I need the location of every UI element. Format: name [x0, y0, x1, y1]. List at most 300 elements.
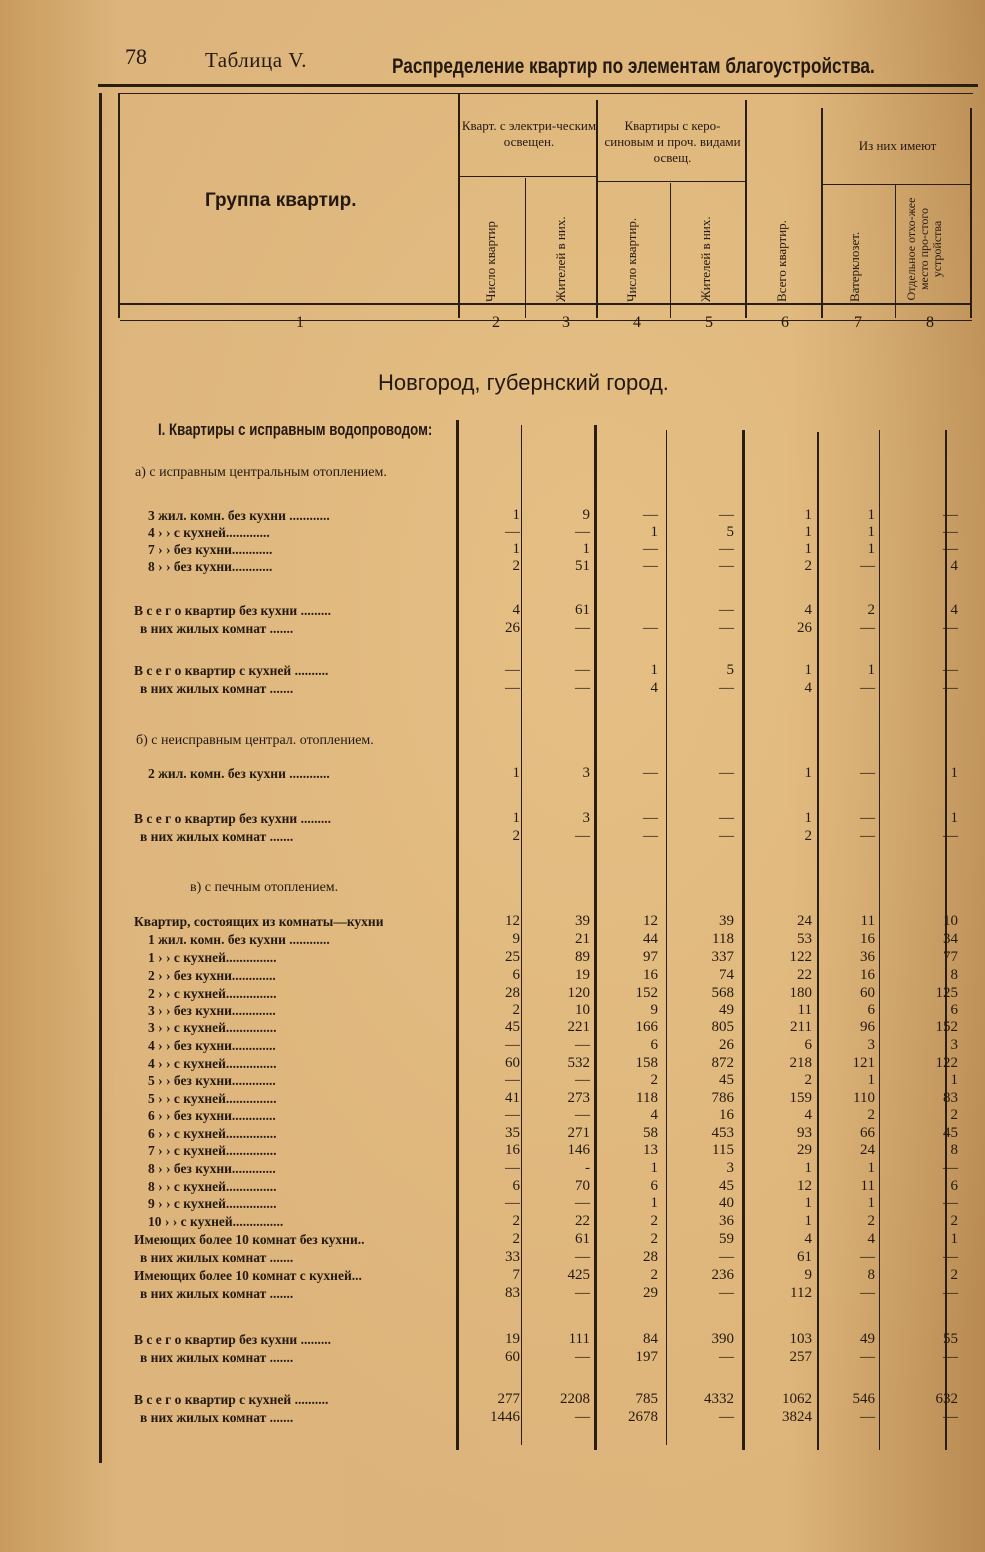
table-cell: —	[575, 1285, 590, 1301]
table-cell: 1	[867, 1072, 875, 1088]
column-number: 7	[854, 314, 862, 331]
table-cell: 2	[867, 1213, 875, 1229]
table-cell: —	[575, 680, 590, 696]
table-cell: 273	[567, 1090, 590, 1106]
table-cell: 26	[719, 1037, 734, 1053]
table-cell: 1	[867, 662, 875, 678]
row-label: 9 › › с кухней...............	[148, 1196, 277, 1211]
table-cell: 277	[497, 1391, 520, 1407]
table-cell: —	[719, 680, 734, 696]
table-cell: 1	[867, 524, 875, 540]
table-cell: 45	[505, 1019, 520, 1035]
table-cell: 1	[804, 1160, 812, 1176]
table-cell: 3	[582, 765, 590, 781]
table-cell: 6	[650, 1037, 658, 1053]
table-cell: 16	[860, 967, 875, 983]
row-label: 1 жил. комн. без кухни ............	[148, 932, 330, 947]
header-subrule	[822, 184, 971, 185]
header-subrule	[598, 181, 746, 182]
table-cell: 45	[719, 1072, 734, 1088]
header-divider	[821, 108, 823, 318]
column-header-separate	[905, 186, 944, 312]
table-cell: —	[505, 680, 520, 696]
table-cell: 2	[950, 1107, 958, 1123]
header-subrule	[460, 176, 597, 177]
table-cell: 16	[719, 1107, 734, 1123]
table-cell: 39	[575, 913, 590, 929]
table-cell: —	[719, 810, 734, 826]
table-cell: 166	[635, 1019, 658, 1035]
table-cell: 9	[582, 507, 590, 523]
column-header-separate-text: Отдельное отхо-жее место про-стого устройства	[904, 197, 944, 301]
table-cell: —	[943, 524, 958, 540]
table-cell: —	[943, 620, 958, 636]
table-cell: 5	[726, 524, 734, 540]
table-left-border	[118, 93, 120, 318]
row-label: Имеющих более 10 комнат с кухней...	[134, 1268, 362, 1283]
row-label: В с е г о квартир без кухни .........	[134, 603, 331, 618]
row-label: 8 › › с кухней...............	[148, 1179, 277, 1194]
table-cell: 1062	[782, 1391, 812, 1407]
table-cell: 1	[512, 541, 520, 557]
table-cell: —	[943, 1285, 958, 1301]
column-number: 1	[296, 314, 304, 331]
table-cell: —	[719, 1249, 734, 1265]
table-cell: 1	[867, 1160, 875, 1176]
row-label: 5 › › без кухни.............	[148, 1073, 276, 1088]
table-cell: 152	[635, 985, 658, 1001]
table-cell: 4332	[704, 1391, 734, 1407]
row-label: 7 › › с кухней...............	[148, 1143, 277, 1158]
row-label: 2 › › с кухней...............	[148, 986, 277, 1001]
table-cell: —	[860, 1249, 875, 1265]
subsection-heading: в) с печным отоплением.	[190, 880, 339, 895]
column-number: 8	[926, 314, 934, 331]
table-cell: 53	[797, 931, 812, 947]
table-cell: 60	[505, 1349, 520, 1365]
table-cell: 1	[650, 524, 658, 540]
header-divider	[670, 183, 671, 318]
row-label: Квартир, состоящих из комнаты—кухни	[134, 914, 384, 929]
table-cell: 180	[789, 985, 812, 1001]
table-cell: 122	[935, 1055, 958, 1071]
row-label: 2 жил. комн. без кухни ............	[148, 766, 330, 781]
table-cell: 546	[852, 1391, 875, 1407]
subsection-heading: б) с неисправным централ. отоплением.	[136, 733, 374, 748]
table-cell: 2	[650, 1213, 658, 1229]
table-cell: 785	[635, 1391, 658, 1407]
table-cell: 97	[643, 949, 658, 965]
header-divider	[525, 178, 526, 318]
body-divider	[666, 430, 667, 1445]
row-label: 8 › › без кухни............	[148, 559, 273, 574]
table-cell: 19	[505, 1331, 520, 1347]
table-cell: 112	[790, 1285, 812, 1301]
table-cell: 122	[789, 949, 812, 965]
row-label: 4 › › без кухни.............	[148, 1038, 276, 1053]
table-cell: 2	[512, 1213, 520, 1229]
table-cell: 6	[950, 1178, 958, 1194]
table-cell: —	[860, 810, 875, 826]
table-cell: —	[860, 1349, 875, 1365]
table-cell: 337	[711, 949, 734, 965]
body-divider	[456, 420, 459, 1450]
table-cell: —	[575, 1107, 590, 1123]
table-cell: 22	[575, 1213, 590, 1229]
table-cell: —	[575, 1249, 590, 1265]
table-cell: 10	[943, 913, 958, 929]
table-cell: 12	[505, 913, 520, 929]
subsection-heading: а) с исправным центральным отоплением.	[135, 465, 387, 480]
table-cell: —	[943, 1195, 958, 1211]
table-cell: 1	[950, 810, 958, 826]
table-cell: 4	[804, 680, 812, 696]
table-cell: 84	[643, 1331, 658, 1347]
table-cell: 1	[950, 1231, 958, 1247]
table-cell: 120	[567, 985, 590, 1001]
table-cell: 2	[950, 1267, 958, 1283]
city-title: Новгород, губернский город.	[378, 370, 669, 395]
table-cell: 96	[860, 1019, 875, 1035]
table-cell: 2	[804, 828, 812, 844]
table-cell: 1	[950, 1072, 958, 1088]
table-cell: 3	[867, 1037, 875, 1053]
table-cell: 12	[643, 913, 658, 929]
table-cell: 1	[804, 524, 812, 540]
row-label: 8 › › без кухни.............	[148, 1161, 276, 1176]
table-cell: 1	[512, 765, 520, 781]
table-cell: 26	[505, 620, 520, 636]
header-divider	[596, 100, 598, 318]
table-cell: 39	[719, 913, 734, 929]
table-cell: —	[860, 1409, 875, 1425]
row-label: в них жилых комнат .......	[140, 621, 294, 636]
row-label: 3 жил. комн. без кухни ............	[148, 508, 330, 523]
table-cell: —	[505, 1107, 520, 1123]
table-cell: 2208	[560, 1391, 590, 1407]
table-cell: 16	[505, 1142, 520, 1158]
table-cell: —	[575, 828, 590, 844]
table-cell: 40	[719, 1195, 734, 1211]
table-cell: 1	[804, 507, 812, 523]
table-cell: —	[943, 680, 958, 696]
table-cell: —	[719, 620, 734, 636]
table-cell: 77	[943, 949, 958, 965]
table-cell: —	[505, 662, 520, 678]
table-cell: 11	[860, 1178, 875, 1194]
table-cell: —	[643, 765, 658, 781]
row-label: В с е г о квартир с кухней ..........	[134, 663, 329, 678]
table-cell: —	[719, 1349, 734, 1365]
table-cell: 19	[575, 967, 590, 983]
table-cell: 110	[853, 1090, 875, 1106]
table-cell: —	[643, 541, 658, 557]
section-heading: I. Квартиры с исправным водопроводом:	[158, 420, 433, 439]
body-left-border	[99, 93, 102, 1463]
table-cell: 9	[512, 931, 520, 947]
table-cell: 2	[512, 1231, 520, 1247]
body-divider	[521, 425, 522, 1445]
table-cell: 1	[867, 507, 875, 523]
table-cell: 872	[711, 1055, 734, 1071]
table-cell: 111	[568, 1331, 590, 1347]
table-cell: 2	[950, 1213, 958, 1229]
table-cell: 51	[575, 558, 590, 574]
column-number: 3	[562, 314, 570, 331]
table-cell: 532	[567, 1055, 590, 1071]
table-cell: 61	[575, 1231, 590, 1247]
table-cell: 66	[860, 1125, 875, 1141]
table-cell: —	[719, 765, 734, 781]
table-cell: 1	[582, 541, 590, 557]
table-cell: 103	[789, 1331, 812, 1347]
row-label: в них жилых комнат .......	[140, 681, 294, 696]
table-cell: 7	[512, 1267, 520, 1283]
column-header-electric-residents: Жителей в них.	[553, 216, 568, 302]
row-label: В с е г о квартир без кухни .........	[134, 811, 331, 826]
table-cell: —	[719, 558, 734, 574]
row-label: в них жилых комнат .......	[140, 1286, 294, 1301]
table-cell: 45	[719, 1178, 734, 1194]
table-cell: 158	[635, 1055, 658, 1071]
table-cell: —	[719, 602, 734, 618]
column-number: 5	[705, 314, 713, 331]
row-label: в них жилых комнат .......	[140, 1250, 294, 1265]
table-cell: 236	[711, 1267, 734, 1283]
table-cell: 1	[804, 1213, 812, 1229]
table-cell: —	[943, 662, 958, 678]
table-cell: 2	[867, 602, 875, 618]
table-cell: 3	[726, 1160, 734, 1176]
row-label: 5 › › с кухней...............	[148, 1091, 277, 1106]
table-cell: 146	[567, 1142, 590, 1158]
table-cell: —	[943, 507, 958, 523]
row-label: 6 › › без кухни.............	[148, 1108, 276, 1123]
table-cell: 1	[804, 662, 812, 678]
table-cell: 83	[505, 1285, 520, 1301]
table-cell: 16	[860, 931, 875, 947]
table-cell: 89	[575, 949, 590, 965]
table-cell: 221	[567, 1019, 590, 1035]
table-cell: —	[860, 765, 875, 781]
table-cell: 49	[860, 1331, 875, 1347]
table-cell: —	[505, 1037, 520, 1053]
table-cell: 257	[789, 1349, 812, 1365]
body-divider	[879, 430, 880, 1450]
table-cell: —	[719, 1285, 734, 1301]
page-number: 78	[125, 44, 147, 69]
table-cell: —	[860, 828, 875, 844]
table-cell: 60	[505, 1055, 520, 1071]
table-cell: 74	[719, 967, 734, 983]
body-divider	[742, 430, 745, 1450]
table-cell: 28	[505, 985, 520, 1001]
table-cell: 13	[643, 1142, 658, 1158]
table-cell: 3	[582, 810, 590, 826]
table-cell: 4	[512, 602, 520, 618]
table-cell: 60	[860, 985, 875, 1001]
table-cell: 22	[797, 967, 812, 983]
table-cell: 1	[804, 810, 812, 826]
table-cell: 1	[804, 541, 812, 557]
table-right-border	[970, 108, 972, 318]
table-cell: 12	[797, 1178, 812, 1194]
table-cell: 125	[935, 985, 958, 1001]
table-cell: —	[575, 1349, 590, 1365]
table-cell: 4	[804, 1231, 812, 1247]
column-header-kerosene-residents: Жителей в них.	[698, 216, 713, 302]
table-cell: —	[505, 1072, 520, 1088]
table-cell: 6	[950, 1002, 958, 1018]
table-cell: 1	[804, 765, 812, 781]
table-cell: -	[585, 1160, 590, 1176]
table-cell: 6	[867, 1002, 875, 1018]
table-cell: 4	[804, 1107, 812, 1123]
table-cell: —	[575, 1072, 590, 1088]
table-cell: —	[860, 1285, 875, 1301]
table-cell: 211	[790, 1019, 812, 1035]
table-cell: 6	[512, 967, 520, 983]
table-cell: 61	[575, 602, 590, 618]
table-cell: —	[943, 1409, 958, 1425]
row-label: в них жилых комнат .......	[140, 1410, 294, 1425]
table-cell: 6	[650, 1178, 658, 1194]
row-label: 6 › › с кухней...............	[148, 1126, 277, 1141]
row-label: 7 › › без кухни............	[148, 542, 273, 557]
table-cell: —	[575, 1409, 590, 1425]
table-cell: —	[943, 541, 958, 557]
table-cell: 34	[943, 931, 958, 947]
column-header-kerosene-count: Число квартир.	[624, 217, 639, 302]
table-cell: —	[719, 541, 734, 557]
table-cell: —	[505, 524, 520, 540]
table-cell: 118	[636, 1090, 658, 1106]
table-cell: 271	[567, 1125, 590, 1141]
table-cell: 29	[797, 1142, 812, 1158]
body-divider	[594, 425, 597, 1450]
table-label: Таблица V.	[205, 48, 308, 72]
table-cell: 2	[512, 828, 520, 844]
table-cell: —	[860, 558, 875, 574]
table-cell: —	[643, 810, 658, 826]
row-label: 3 › › без кухни.............	[148, 1003, 276, 1018]
table-cell: 36	[860, 949, 875, 965]
table-cell: —	[943, 1160, 958, 1176]
table-cell: 115	[712, 1142, 734, 1158]
table-cell: —	[719, 828, 734, 844]
row-label: Имеющих более 10 комнат без кухни..	[134, 1232, 365, 1247]
table-cell: —	[643, 507, 658, 523]
table-cell: 2	[650, 1231, 658, 1247]
column-header-electric-count: Число квартир	[483, 221, 498, 302]
table-cell: 6	[512, 1178, 520, 1194]
table-cell: 1446	[490, 1409, 520, 1425]
row-label: в них жилых комнат .......	[140, 829, 294, 844]
table-cell: 26	[797, 620, 812, 636]
table-cell: —	[643, 620, 658, 636]
table-cell: —	[575, 620, 590, 636]
column-header-have: Из них имеют	[858, 138, 937, 153]
table-cell: 24	[860, 1142, 875, 1158]
table-cell: —	[943, 1349, 958, 1365]
page-title: Распределение квартир по элементам благоустройства.	[392, 55, 875, 78]
table-cell: 33	[505, 1249, 520, 1265]
table-cell: 55	[943, 1331, 958, 1347]
row-label: 10 › › с кухней...............	[148, 1214, 284, 1229]
table-cell: —	[719, 1409, 734, 1425]
table-cell: 49	[719, 1002, 734, 1018]
column-number: 6	[781, 314, 789, 331]
column-header-total: Всего квартир.	[774, 220, 789, 302]
table-cell: —	[575, 662, 590, 678]
table-cell: —	[575, 1037, 590, 1053]
table-cell: 29	[643, 1285, 658, 1301]
table-cell: 36	[719, 1213, 734, 1229]
table-cell: 8	[950, 967, 958, 983]
table-cell: 25	[505, 949, 520, 965]
table-cell: 2	[650, 1072, 658, 1088]
column-number: 4	[633, 314, 641, 331]
table-cell: 632	[935, 1391, 958, 1407]
table-cell: 1	[804, 1195, 812, 1211]
table-cell: 59	[719, 1231, 734, 1247]
table-cell: 2	[512, 1002, 520, 1018]
table-cell: —	[860, 620, 875, 636]
table-cell: 5	[726, 662, 734, 678]
table-cell: 58	[643, 1125, 658, 1141]
column-header-group: Группа квартир.	[205, 190, 357, 211]
table-cell: 786	[711, 1090, 734, 1106]
table-cell: 425	[567, 1267, 590, 1283]
column-header-kerosene: Квартиры с керо-синовым и проч. видами освещ.	[604, 118, 741, 165]
table-cell: 3824	[782, 1409, 812, 1425]
row-label: в них жилых комнат .......	[140, 1350, 294, 1365]
table-cell: 28	[643, 1249, 658, 1265]
table-cell: 1	[512, 810, 520, 826]
column-header-wc: Ватерклозет.	[847, 231, 862, 302]
table-cell: 4	[804, 602, 812, 618]
row-label: 2 › › без кухни.............	[148, 968, 276, 983]
table-cell: —	[505, 1195, 520, 1211]
table-cell: 1	[867, 1195, 875, 1211]
table-cell: —	[643, 558, 658, 574]
table-cell: 9	[804, 1267, 812, 1283]
table-cell: 159	[789, 1090, 812, 1106]
table-cell: 1	[650, 1195, 658, 1211]
table-cell: 16	[643, 967, 658, 983]
header-divider	[745, 100, 747, 318]
table-cell: 2	[867, 1107, 875, 1123]
table-cell: 10	[575, 1002, 590, 1018]
column-number: 2	[492, 314, 500, 331]
table-cell: 2	[512, 558, 520, 574]
table-cell: —	[575, 1195, 590, 1211]
table-cell: 11	[797, 1002, 812, 1018]
table-cell: 35	[505, 1125, 520, 1141]
table-cell: —	[575, 524, 590, 540]
table-cell: —	[860, 680, 875, 696]
table-cell: 805	[711, 1019, 734, 1035]
table-cell: 1	[512, 507, 520, 523]
table-cell: —	[643, 828, 658, 844]
table-cell: 152	[935, 1019, 958, 1035]
header-rule-thin	[118, 93, 973, 94]
table-cell: 218	[789, 1055, 812, 1071]
header-divider	[458, 93, 460, 318]
table-cell: 6	[804, 1037, 812, 1053]
row-label: В с е г о квартир с кухней ..........	[134, 1392, 329, 1407]
header-divider	[895, 185, 896, 318]
